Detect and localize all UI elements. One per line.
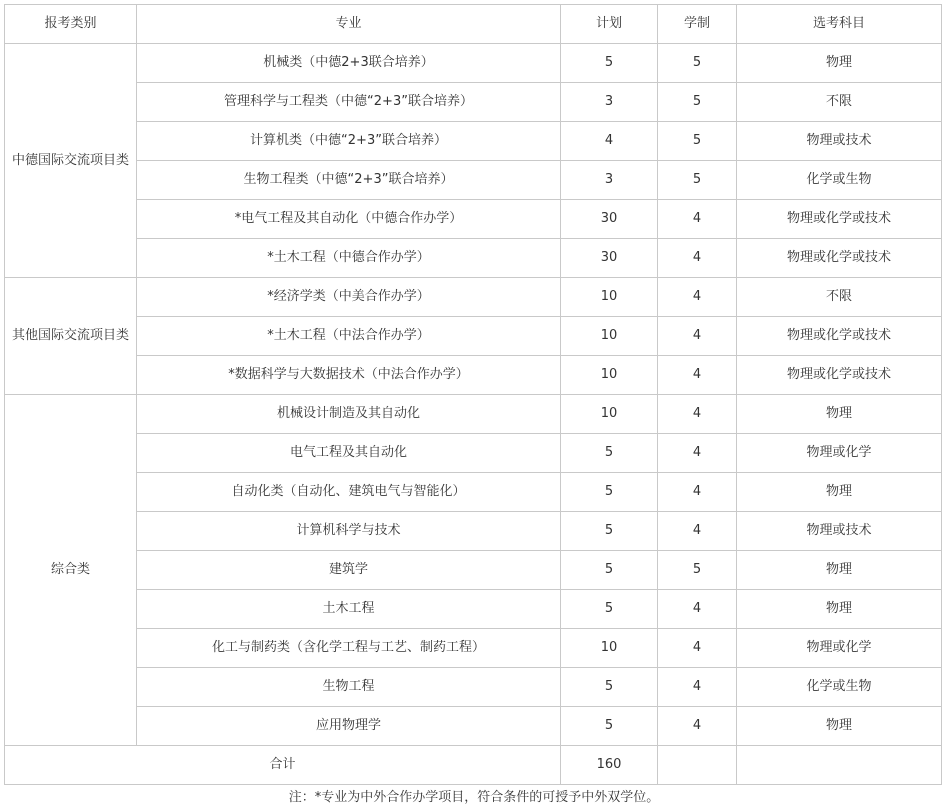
table-row xyxy=(5,239,942,278)
major-cell: 建筑学 xyxy=(137,551,561,590)
table-row xyxy=(5,161,942,200)
subjects-cell: 物理或技术 xyxy=(737,512,942,551)
subjects-cell: 物理或化学或技术 xyxy=(737,317,942,356)
subjects-cell: 化学或生物 xyxy=(737,161,942,200)
header-subjects: 选考科目 xyxy=(737,5,942,44)
years-cell: 4 xyxy=(658,707,737,746)
plan-cell: 30 xyxy=(561,239,658,278)
table-row xyxy=(5,668,942,707)
category-cell: 中德国际交流项目类 xyxy=(5,44,137,278)
major-cell: *数据科学与大数据技术（中法合作办学） xyxy=(137,356,561,395)
total-subjects-cell xyxy=(737,746,942,785)
table-row xyxy=(5,122,942,161)
years-cell: 4 xyxy=(658,512,737,551)
major-cell: 生物工程类（中德“2+3”联合培养） xyxy=(137,161,561,200)
years-cell: 4 xyxy=(658,278,737,317)
total-plan-cell: 160 xyxy=(561,746,658,785)
years-cell: 5 xyxy=(658,44,737,83)
enrollment-table xyxy=(4,4,942,785)
years-cell: 5 xyxy=(658,122,737,161)
subjects-cell: 物理 xyxy=(737,395,942,434)
major-cell: 应用物理学 xyxy=(137,707,561,746)
subjects-cell: 物理或化学或技术 xyxy=(737,239,942,278)
major-cell: 计算机类（中德“2+3”联合培养） xyxy=(137,122,561,161)
header-plan: 计划 xyxy=(561,5,658,44)
major-cell: 机械类（中德2+3联合培养） xyxy=(137,44,561,83)
plan-cell: 3 xyxy=(561,161,658,200)
table-row xyxy=(5,629,942,668)
table-row xyxy=(5,395,942,434)
plan-cell: 10 xyxy=(561,278,658,317)
years-cell: 4 xyxy=(658,590,737,629)
footnote: 注：*专业为中外合作办学项目，符合条件的可授予中外双学位。 xyxy=(288,790,660,805)
plan-cell: 5 xyxy=(561,434,658,473)
table-row xyxy=(5,551,942,590)
years-cell: 5 xyxy=(658,551,737,590)
major-cell: *土木工程（中法合作办学） xyxy=(137,317,561,356)
subjects-cell: 不限 xyxy=(737,83,942,122)
plan-cell: 5 xyxy=(561,590,658,629)
plan-cell: 5 xyxy=(561,668,658,707)
table-row xyxy=(5,707,942,746)
subjects-cell: 物理 xyxy=(737,707,942,746)
plan-cell: 3 xyxy=(561,83,658,122)
header-category: 报考类别 xyxy=(5,5,137,44)
years-cell: 5 xyxy=(658,83,737,122)
major-cell: 计算机科学与技术 xyxy=(137,512,561,551)
subjects-cell: 物理或技术 xyxy=(737,122,942,161)
major-cell: 管理科学与工程类（中德“2+3”联合培养） xyxy=(137,83,561,122)
major-cell: 土木工程 xyxy=(137,590,561,629)
years-cell: 4 xyxy=(658,434,737,473)
header-years: 学制 xyxy=(658,5,737,44)
subjects-cell: 物理或化学或技术 xyxy=(737,200,942,239)
subjects-cell: 物理或化学 xyxy=(737,629,942,668)
major-cell: 自动化类（自动化、建筑电气与智能化） xyxy=(137,473,561,512)
subjects-cell: 物理 xyxy=(737,473,942,512)
header-row xyxy=(5,5,942,44)
major-cell: 生物工程 xyxy=(137,668,561,707)
major-cell: *土木工程（中德合作办学） xyxy=(137,239,561,278)
subjects-cell: 物理或化学 xyxy=(737,434,942,473)
years-cell: 4 xyxy=(658,239,737,278)
years-cell: 4 xyxy=(658,395,737,434)
subjects-cell: 物理 xyxy=(737,590,942,629)
years-cell: 4 xyxy=(658,668,737,707)
table-row xyxy=(5,434,942,473)
years-cell: 4 xyxy=(658,473,737,512)
category-cell: 其他国际交流项目类 xyxy=(5,278,137,395)
plan-cell: 10 xyxy=(561,629,658,668)
subjects-cell: 物理或化学或技术 xyxy=(737,356,942,395)
total-years-cell xyxy=(658,746,737,785)
plan-cell: 10 xyxy=(561,356,658,395)
years-cell: 4 xyxy=(658,629,737,668)
header-major: 专业 xyxy=(137,5,561,44)
table-body xyxy=(5,44,942,785)
major-cell: *经济学类（中美合作办学） xyxy=(137,278,561,317)
plan-cell: 5 xyxy=(561,707,658,746)
years-cell: 4 xyxy=(658,200,737,239)
total-row xyxy=(5,746,942,785)
plan-cell: 5 xyxy=(561,551,658,590)
plan-cell: 4 xyxy=(561,122,658,161)
plan-cell: 10 xyxy=(561,395,658,434)
plan-cell: 10 xyxy=(561,317,658,356)
plan-cell: 5 xyxy=(561,512,658,551)
total-label-cell: 合计 xyxy=(5,746,561,785)
table-row xyxy=(5,512,942,551)
years-cell: 4 xyxy=(658,356,737,395)
years-cell: 5 xyxy=(658,161,737,200)
table-row xyxy=(5,590,942,629)
table-row xyxy=(5,278,942,317)
major-cell: 电气工程及其自动化 xyxy=(137,434,561,473)
major-cell: 机械设计制造及其自动化 xyxy=(137,395,561,434)
subjects-cell: 化学或生物 xyxy=(737,668,942,707)
table-row xyxy=(5,317,942,356)
category-cell: 综合类 xyxy=(5,395,137,746)
plan-cell: 5 xyxy=(561,44,658,83)
major-cell: 化工与制药类（含化学工程与工艺、制药工程） xyxy=(137,629,561,668)
table-row xyxy=(5,83,942,122)
table-row xyxy=(5,473,942,512)
plan-cell: 5 xyxy=(561,473,658,512)
years-cell: 4 xyxy=(658,317,737,356)
subjects-cell: 物理 xyxy=(737,551,942,590)
table-row xyxy=(5,44,942,83)
subjects-cell: 不限 xyxy=(737,278,942,317)
subjects-cell: 物理 xyxy=(737,44,942,83)
table-row xyxy=(5,356,942,395)
table-row xyxy=(5,200,942,239)
plan-cell: 30 xyxy=(561,200,658,239)
major-cell: *电气工程及其自动化（中德合作办学） xyxy=(137,200,561,239)
